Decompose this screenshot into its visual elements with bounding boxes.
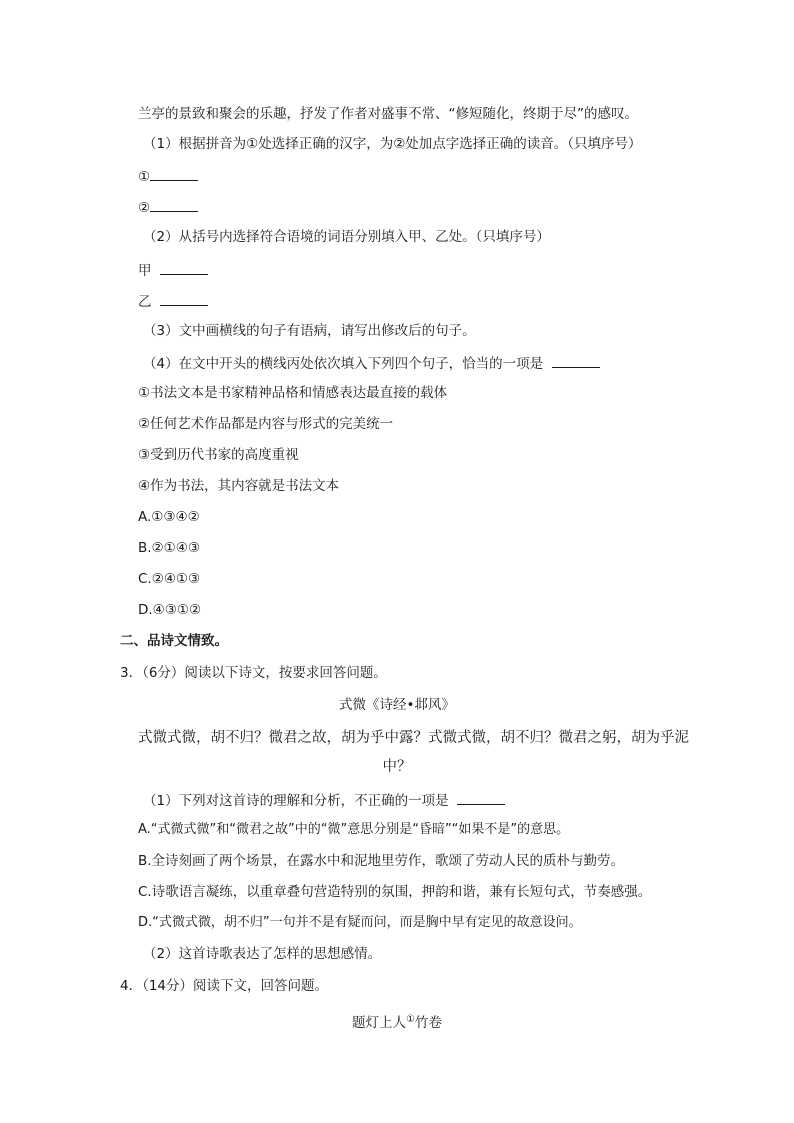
section2-heading: 二、品诗文情致。 — [120, 633, 228, 649]
q2-sub3: （3）文中画横线的句子有语病，请写出修改后的句子。 — [143, 323, 476, 339]
q3-option-d[interactable]: D.“式微式微，胡不归”一句并不是有疑而问，而是胸中早有定见的故意设问。 — [138, 915, 582, 930]
q3-option-b[interactable]: B.全诗刻画了两个场景，在露水中和泥地里劳作，歌颂了劳动人民的质朴与勤劳。 — [138, 853, 625, 869]
q2-option-b[interactable]: B.②①④③ — [138, 540, 200, 556]
q3-sub2: （2）这首诗歌表达了怎样的思想感情。 — [143, 946, 382, 962]
q2-option-a[interactable]: A.①③④② — [138, 509, 200, 525]
q2-sub1: （1）根据拼音为①处选择正确的汉字，为②处加点字选择正确的读音。（只填序号） — [143, 136, 642, 152]
q2-sub2: （2）从括号内选择符合语境的词语分别填入甲、乙处。（只填序号） — [143, 229, 550, 245]
q2-sentence-4: ④作为书法，其内容就是书法文本 — [138, 478, 340, 494]
q3-sub1 — [143, 789, 505, 811]
q2-option-c[interactable]: C.②④①③ — [138, 571, 201, 587]
q2-blank1 — [138, 165, 198, 187]
q2-blank2 — [138, 196, 198, 218]
blank1-label: ① — [138, 169, 151, 185]
q3-sub1-text: （1）下列对这首诗的理解和分析，不正确的一项是 — [143, 793, 449, 809]
q4-title-pre: 题灯上人 — [352, 1015, 407, 1031]
blank1-line[interactable] — [150, 165, 198, 181]
q4-title — [0, 1010, 794, 1033]
q2-option-d[interactable]: D.④③①② — [138, 602, 202, 618]
q2-intro-tail: 兰亭的景致和聚会的乐趣，抒发了作者对盛事不常、“修短随化，终期于尽”的感叹。 — [138, 106, 638, 122]
q2-sub4-blank-line[interactable] — [552, 352, 600, 368]
q2-sub4 — [143, 352, 600, 374]
q3-poem-line1: 式微式微，胡不归？微君之故，胡为乎中露？式微式微，胡不归？微君之躬，胡为乎泥 — [138, 730, 689, 746]
q2-sentence-2: ②任何艺术作品都是内容与形式的完美统一 — [138, 416, 394, 432]
q4-title-post: 竹卷 — [414, 1015, 442, 1031]
q2-sentence-3: ③受到历代书家的高度重视 — [138, 447, 299, 463]
q4-title-footnote-mark: ① — [406, 1014, 415, 1025]
q4-stem: 4．（14分）阅读下文，回答问题。 — [120, 978, 329, 994]
q3-sub1-blank-line[interactable] — [457, 789, 505, 805]
yi-blank-line[interactable] — [160, 290, 208, 306]
q2-jia — [138, 259, 208, 281]
blank2-label: ② — [138, 200, 151, 216]
q2-sentence-1: ①书法文本是书家精神品格和情感表达最直接的载体 — [138, 385, 448, 401]
q3-option-c[interactable]: C.诗歌语言凝练，以重章叠句营造特别的氛围，押韵和谐，兼有长短句式，节奏感强。 — [138, 884, 652, 900]
q2-sub4-text: （4）在文中开头的横线丙处依次填入下列四个句子，恰当的一项是 — [143, 356, 544, 372]
jia-label: 甲 — [138, 263, 152, 279]
q3-poem-line2: 中？ — [382, 759, 412, 775]
blank2-line[interactable] — [150, 196, 198, 212]
q2-yi — [138, 290, 208, 312]
q3-option-a[interactable]: A.“式微式微”和“微君之故”中的“微”意思分别是“昏暗”“如果不是”的意思。 — [138, 822, 570, 837]
q3-poem-title: 式微《诗经•邶风》 — [339, 697, 455, 713]
jia-blank-line[interactable] — [160, 259, 208, 275]
q3-stem: 3．（6分）阅读以下诗文，按要求回答问题。 — [120, 665, 387, 681]
yi-label: 乙 — [138, 294, 152, 310]
